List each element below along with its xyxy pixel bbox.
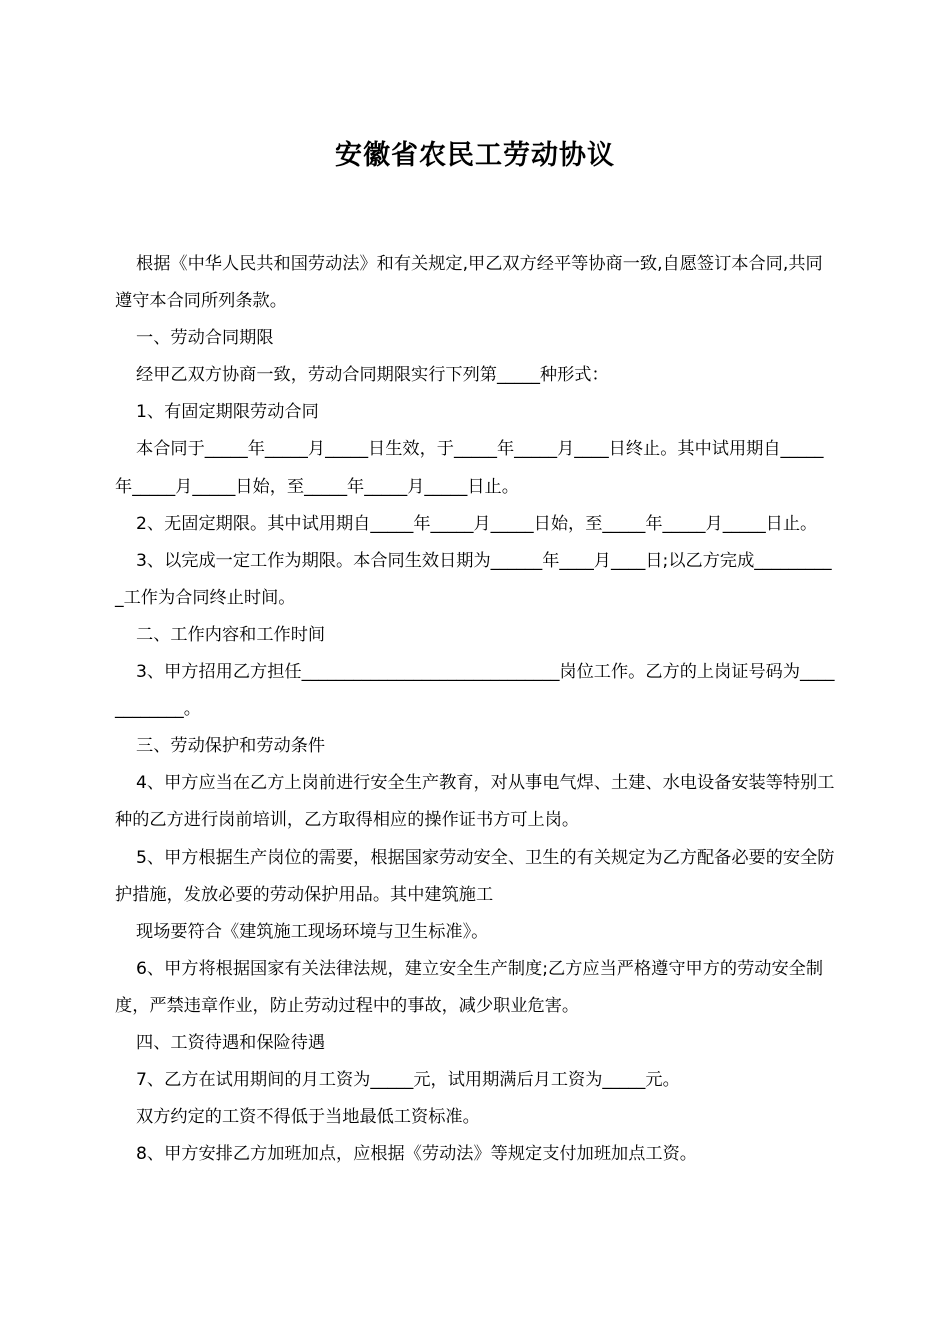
clause-3-task-term: 3、以完成一定工作为期限。本合同生效日期为______年____月____日;以乙方完成__________工作为合同终止时间。 [115, 550, 832, 608]
section-heading-work-content: 二、工作内容和工作时间 [136, 624, 326, 645]
paragraph-fixed-term-dates: 本合同于_____年_____月_____日生效，于_____年_____月____日终止。其中试用期自_____年_____月_____日始，至_____年_____月_____日止。 [115, 439, 824, 497]
document-title: 安徽省农民工劳动协议 [335, 140, 615, 171]
document-body [115, 246, 837, 1173]
paragraph-preamble: 根据《中华人民共和国劳动法》和有关规定,甲乙双方经平等协商一致,自愿签订本合同,共同遵守本合同所列条款。 [115, 254, 823, 312]
clause-1-heading: 1、有固定期限劳动合同 [136, 402, 319, 423]
section-heading-labor-protection: 三、劳动保护和劳动条件 [136, 736, 326, 757]
clause-5: 5、甲方根据生产岗位的需要，根据国家劳动安全、卫生的有关规定为乙方配备必要的安全防护措施，发放必要的劳动保护用品。其中建筑施工 [115, 847, 835, 905]
clause-5-continued: 现场要符合《建筑施工现场环境与卫生标准》。 [136, 921, 489, 942]
clause-8: 8、甲方安排乙方加班加点，应根据《劳动法》等规定支付加班加点工资。 [136, 1144, 697, 1165]
section-heading-contract-term: 一、劳动合同期限 [136, 328, 274, 349]
clause-3-position: 3、甲方招用乙方担任______________________________岗位工作。乙方的上岗证号码为____________。 [115, 662, 835, 720]
clause-6: 6、甲方将根据国家有关法律法规，建立安全生产制度;乙方应当严格遵守甲方的劳动安全制度，严禁违章作业，防止劳动过程中的事故，减少职业危害。 [115, 958, 824, 1016]
clause-2: 2、无固定期限。其中试用期自_____年_____月_____日始，至_____年_____月_____日止。 [136, 513, 818, 534]
section-heading-wages-insurance: 四、工资待遇和保险待遇 [136, 1032, 326, 1053]
clause-4: 4、甲方应当在乙方上岗前进行安全生产教育，对从事电气焊、土建、水电设备安装等特别工种的乙方进行岗前培训，乙方取得相应的操作证书方可上岗。 [115, 773, 835, 831]
paragraph-minimum-wage: 双方约定的工资不得低于当地最低工资标准。 [136, 1107, 480, 1128]
clause-7: 7、乙方在试用期间的月工资为_____元，试用期满后月工资为_____元。 [136, 1070, 680, 1091]
paragraph-term-form: 经甲乙双方协商一致，劳动合同期限实行下列第_____种形式： [136, 365, 609, 386]
